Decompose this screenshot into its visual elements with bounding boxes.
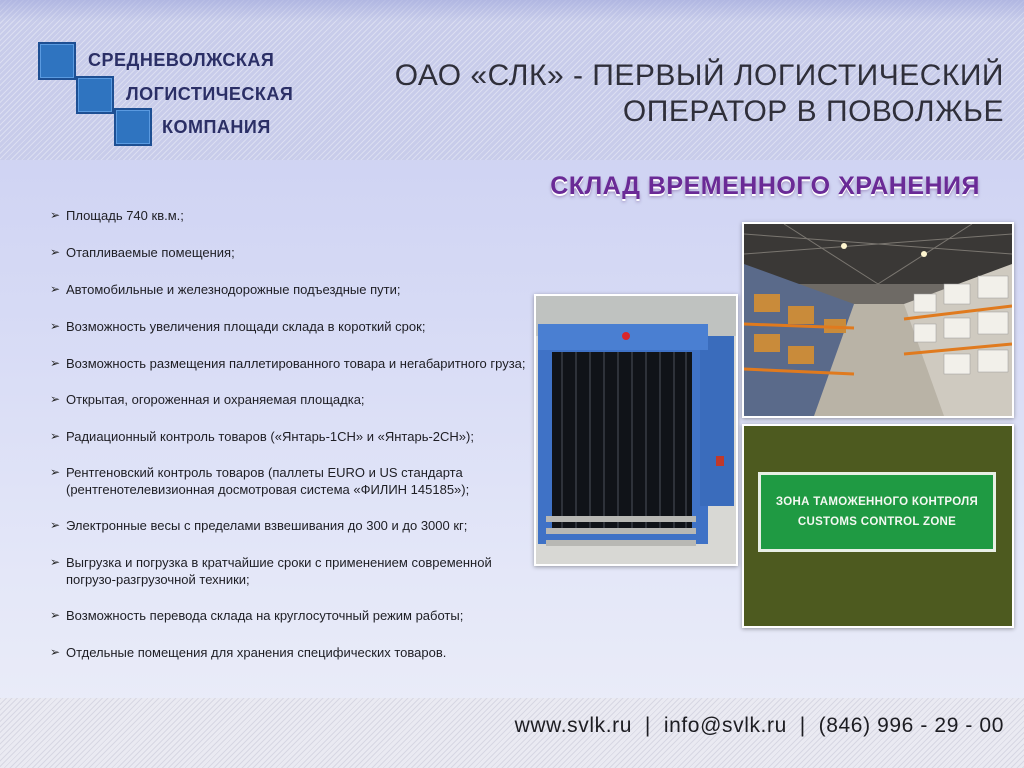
feature-item: ➢ Открытая, огороженная и охраняемая площадка; (50, 391, 540, 408)
section-title: СКЛАД ВРЕМЕННОГО ХРАНЕНИЯ (550, 172, 980, 200)
feature-item: ➢ Рентгеновский контроль товаров (паллеты EURO и US стандарта (рентгенотелевизионная досмотровая система «ФИЛИН 145185»); (50, 464, 540, 498)
page-title-line-1: ОАО «СЛК» - ПЕРВЫЙ ЛОГИСТИЧЕСКИЙ (394, 59, 1004, 92)
footer-contacts: www.svlk.ru | info@svlk.ru | (846) 996 - 29 - 00 (514, 714, 1004, 737)
customs-zone-sign-photo (742, 424, 1014, 628)
logo-square-3 (114, 108, 152, 146)
logo-line-2: ЛОГИСТИЧЕСКАЯ (126, 84, 294, 104)
logo-line-1: СРЕДНЕВОЛЖСКАЯ (88, 50, 275, 70)
xray-scanner-photo (534, 294, 738, 566)
customs-zone-sign (758, 472, 996, 552)
feature-item: ➢ Площадь 740 кв.м.; (50, 207, 540, 224)
feature-item: ➢ Возможность увеличения площади склада в короткий срок; (50, 318, 540, 335)
page-title (304, 58, 1004, 130)
feature-item: ➢ Возможность размещения паллетированного товара и негабаритного груза; (50, 355, 540, 372)
sign-line-2: CUSTOMS CONTROL ZONE (797, 516, 957, 528)
sign-line-1: ЗОНА ТАМОЖЕННОГО КОНТРОЛЯ (775, 496, 979, 508)
header-band (0, 0, 1024, 160)
logo-square-1 (38, 42, 76, 80)
company-logo (38, 40, 328, 145)
logo-square-2 (76, 76, 114, 114)
logo-line-3: КОМПАНИЯ (162, 117, 271, 137)
warehouse-photo (742, 222, 1014, 418)
feature-list (50, 207, 540, 681)
footer-band (0, 698, 1024, 768)
feature-item: ➢ Электронные весы с пределами взвешивания до 300 и до 3000 кг; (50, 517, 540, 534)
feature-item: ➢ Автомобильные и железнодорожные подъездные пути; (50, 281, 540, 298)
page-title-line-2: ОПЕРАТОР В ПОВОЛЖЬЕ (622, 95, 1004, 128)
feature-item: ➢ Отапливаемые помещения; (50, 244, 540, 261)
feature-item: ➢ Радиационный контроль товаров («Янтарь-1СН» и «Янтарь-2СН»); (50, 428, 540, 445)
feature-item: ➢ Отдельные помещения для хранения специфических товаров. (50, 644, 540, 661)
feature-item: ➢ Возможность перевода склада на круглосуточный режим работы; (50, 607, 540, 624)
feature-item: ➢ Выгрузка и погрузка в кратчайшие сроки с применением современной погрузо-разгрузочной техники; (50, 554, 540, 588)
